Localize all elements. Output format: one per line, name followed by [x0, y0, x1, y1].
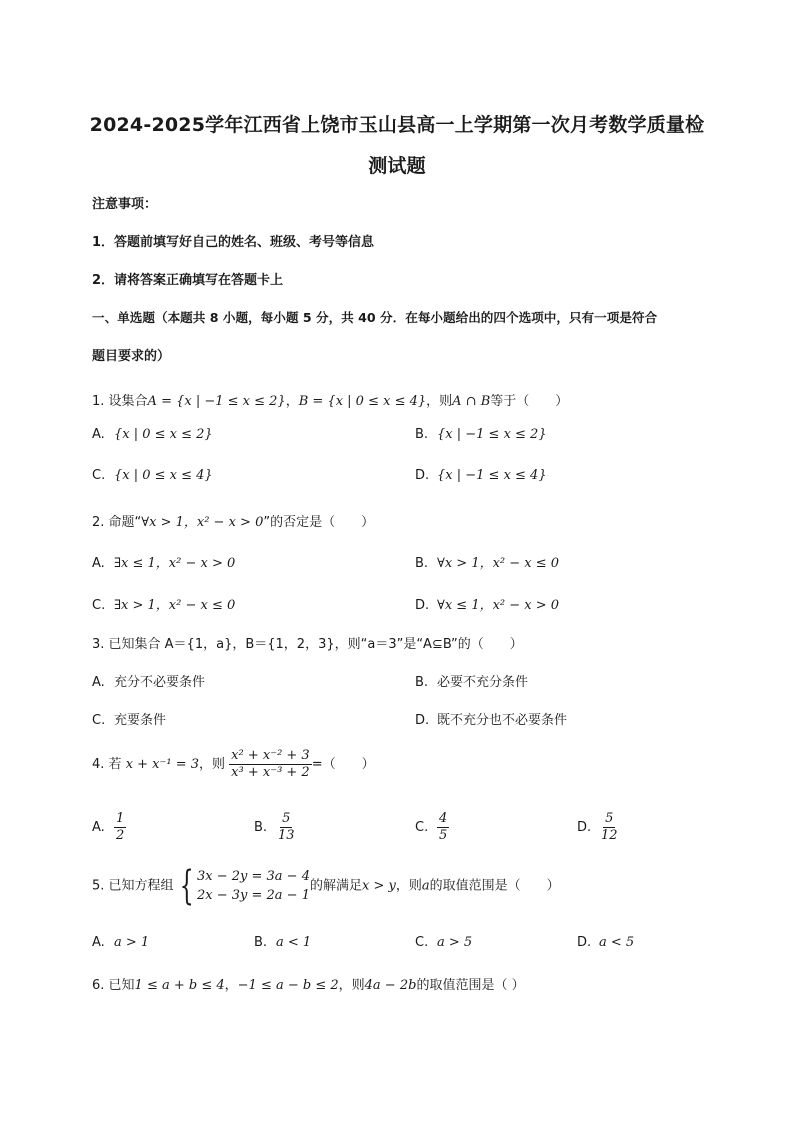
fraction-numerator: 5: [282, 811, 291, 826]
set-b-expression: B = {x | 0 ≤ x ≤ 4}: [298, 394, 427, 409]
question-3-option-c[interactable]: [92, 709, 166, 728]
option-label: D.: [577, 820, 592, 835]
condition-expression: x + x⁻¹ = 3: [125, 757, 200, 772]
option-label: A.: [92, 935, 105, 950]
option-fraction: [276, 811, 297, 844]
question-2-option-b[interactable]: [415, 552, 559, 571]
equation-row-1: 3x − 2y = 3a − 4: [197, 869, 310, 884]
option-text: a > 1: [114, 935, 150, 950]
option-fraction: [599, 811, 620, 844]
question-4-option-a[interactable]: [92, 811, 126, 844]
inequality-1: 1 ≤ a + b ≤ 4: [134, 978, 225, 993]
option-fraction: [437, 811, 449, 844]
option-label: B.: [254, 820, 268, 835]
question-5-text: 的取值范围是（ ）: [429, 878, 560, 894]
option-text: ∀x ≤ 1，x² − x > 0: [437, 598, 560, 613]
question-4-stem: [92, 748, 375, 781]
option-label: A.: [92, 675, 105, 690]
option-label: B.: [254, 935, 268, 950]
question-1-text: ，: [285, 394, 299, 409]
question-1-option-a[interactable]: [92, 427, 213, 442]
section-heading-line-1: 一、单选题（本题共 8 小题，每小题 5 分，共 40 分．在每小题给出的四个选项中，只有一项是符合: [92, 310, 658, 325]
question-3-stem: 3. 已知集合 A＝{1，a}，B＝{1，2，3}，则“a＝3”是“A⊆B”的（ ）: [92, 637, 523, 652]
equation-row-2: 2x − 3y = 2a − 1: [197, 888, 310, 903]
question-4-option-c[interactable]: [415, 811, 449, 844]
option-text: a < 5: [599, 935, 635, 950]
question-5-text: 5. 已知方程组: [92, 878, 174, 894]
fraction-numerator: 1: [116, 811, 125, 826]
option-text: a > 5: [437, 935, 473, 950]
option-label: A.: [92, 556, 105, 571]
target-expression: 4a − 2b: [364, 978, 417, 993]
option-text: {x | −1 ≤ x ≤ 4}: [437, 468, 547, 483]
question-5-option-d[interactable]: [577, 935, 634, 950]
option-label: C.: [92, 468, 106, 483]
question-6-text: 的取值范围是（ ）: [416, 978, 525, 993]
question-1-text: 等于（ ）: [490, 394, 569, 409]
question-2-option-a[interactable]: [92, 552, 235, 571]
question-2-stem: [92, 511, 374, 530]
option-label: B.: [415, 675, 429, 690]
option-label: C.: [415, 935, 429, 950]
question-6-stem: [92, 974, 525, 993]
question-3-option-a[interactable]: [92, 671, 205, 690]
option-label: A.: [92, 427, 105, 442]
question-3-option-b[interactable]: [415, 671, 528, 690]
question-4-text: 4. 若: [92, 757, 122, 772]
fraction-numerator: x² + x⁻² + 3: [231, 748, 310, 763]
notice-item-2: 2．请将答案正确填写在答题卡上: [92, 273, 284, 288]
question-1-text: ，则: [426, 394, 453, 409]
page-title-line-2: 测试题: [368, 155, 426, 177]
option-label: D.: [415, 468, 430, 483]
option-label: C.: [92, 713, 106, 728]
question-5-option-b[interactable]: [254, 935, 311, 950]
option-label: D.: [577, 935, 592, 950]
question-1-option-c[interactable]: [92, 468, 213, 483]
question-5-text: ，则: [395, 878, 422, 894]
question-5-stem: [92, 863, 560, 909]
option-label: B.: [415, 427, 429, 442]
question-2-option-c[interactable]: [92, 594, 235, 613]
notice-item-1: 1．答题前填写好自己的姓名、班级、考号等信息: [92, 235, 375, 250]
fraction-denominator: 12: [601, 828, 618, 843]
question-2-text: 2. 命题“: [92, 515, 142, 530]
inequality-2: −1 ≤ a − b ≤ 2: [237, 978, 339, 993]
option-text: 必要不充分条件: [437, 675, 529, 690]
fraction-denominator: 13: [278, 828, 295, 843]
option-fraction: [114, 811, 126, 844]
option-label: B.: [415, 556, 429, 571]
option-text: 充分不必要条件: [114, 675, 206, 690]
fraction-denominator: x³ + x⁻³ + 2: [231, 765, 310, 780]
fraction-numerator: 5: [605, 811, 614, 826]
intersection-expression: A ∩ B: [452, 394, 491, 409]
question-2-option-d[interactable]: [415, 594, 559, 613]
variable-a: a: [421, 878, 430, 894]
option-text: ∃x ≤ 1，x² − x > 0: [114, 556, 236, 571]
set-a-expression: A = {x | −1 ≤ x ≤ 2}: [147, 394, 286, 409]
question-2-text: ”的否定是（ ）: [263, 515, 375, 530]
question-1-text: 1. 设集合: [92, 394, 148, 409]
question-6-text: ，则: [338, 978, 365, 993]
proposition-expression: ∀x > 1，x² − x > 0: [141, 515, 264, 530]
question-1-option-d[interactable]: [415, 468, 547, 483]
question-6-text: ，: [224, 978, 238, 993]
condition-expression: x > y: [362, 878, 396, 894]
question-4-option-b[interactable]: [254, 811, 297, 844]
question-3-option-d[interactable]: [415, 709, 567, 728]
ratio-fraction: [229, 748, 312, 781]
option-text: ∃x > 1，x² − x ≤ 0: [114, 598, 236, 613]
option-label: D.: [415, 598, 430, 613]
question-5-text: 的解满足: [309, 878, 362, 894]
question-4-text: ，则: [199, 757, 226, 772]
option-text: ∀x > 1，x² − x ≤ 0: [437, 556, 560, 571]
option-text: 既不充分也不必要条件: [437, 713, 568, 728]
equation-system: [174, 863, 310, 909]
page-title-line-1: 2024-2025学年江西省上饶市玉山县高一上学期第一次月考数学质量检: [89, 114, 705, 136]
question-6-text: 6. 已知: [92, 978, 135, 993]
option-text: {x | −1 ≤ x ≤ 2}: [437, 427, 547, 442]
fraction-denominator: 2: [116, 828, 125, 843]
notice-heading: 注意事项：: [92, 197, 158, 212]
option-label: A.: [92, 820, 105, 835]
question-4-option-d[interactable]: [577, 811, 620, 844]
option-label: D.: [415, 713, 430, 728]
fraction-numerator: 4: [439, 811, 448, 826]
option-text: a < 1: [276, 935, 312, 950]
option-text: {x | 0 ≤ x ≤ 4}: [114, 468, 213, 483]
option-text: 充要条件: [114, 713, 167, 728]
option-label: C.: [92, 598, 106, 613]
question-4-text: =（ ）: [311, 757, 375, 772]
question-1-option-b[interactable]: [415, 427, 547, 442]
left-brace-icon: {: [179, 863, 194, 909]
option-label: C.: [415, 820, 429, 835]
question-5-option-a[interactable]: [92, 935, 149, 950]
section-heading-line-2: 题目要求的）: [92, 349, 171, 364]
question-5-option-c[interactable]: [415, 935, 472, 950]
option-text: {x | 0 ≤ x ≤ 2}: [114, 427, 213, 442]
fraction-denominator: 5: [439, 828, 448, 843]
question-1-stem: [92, 390, 568, 409]
